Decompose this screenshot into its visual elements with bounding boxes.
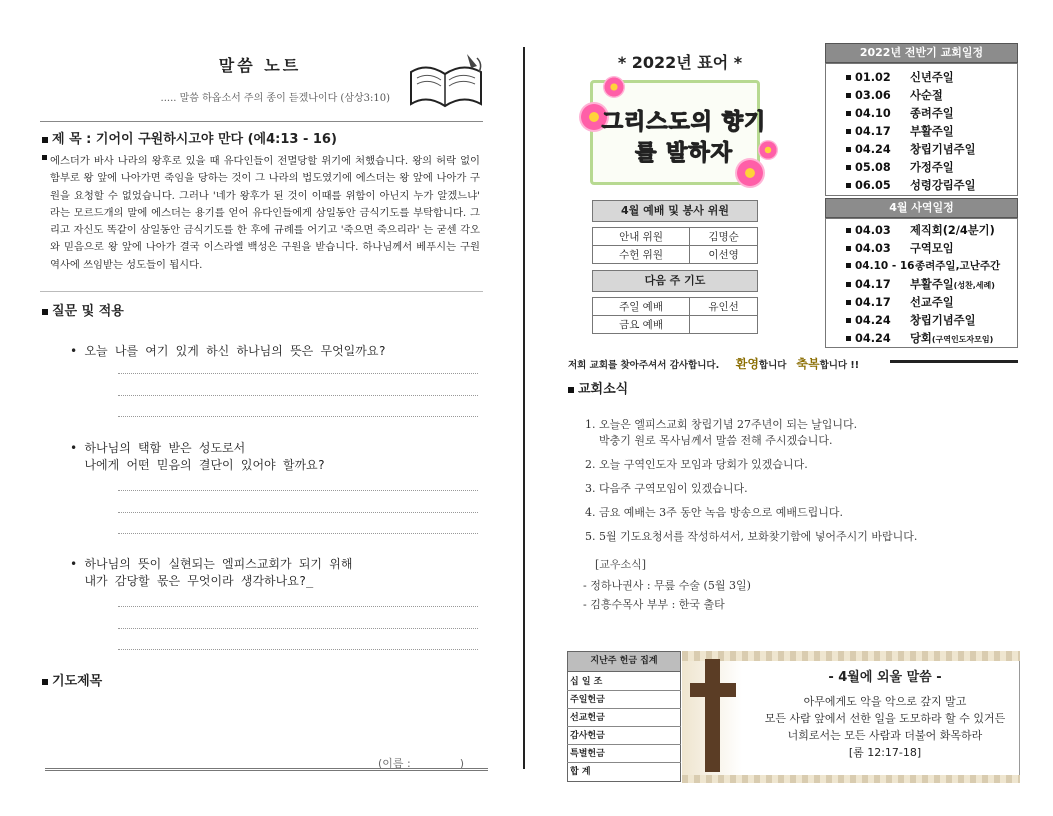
schedule-event: 사순절	[910, 89, 943, 102]
ornament	[682, 651, 1020, 661]
prayer-duty-header: 다음 주 기도	[592, 270, 758, 292]
verse-title: - 4월에 외울 말씀 -	[828, 670, 942, 685]
table-row: 주일헌금	[567, 692, 681, 709]
schedule-event: 종려주일	[910, 107, 954, 120]
sermon-heading-text: 제 목 : 기어이 구원하시고야 만다 (에4:13 - 16)	[52, 132, 337, 147]
verse-line: 모든 사람 앞에서 선한 일을 도모하라 할 수 있거든	[764, 712, 1006, 725]
schedule-date: 04.03	[855, 224, 891, 237]
schedule-date: 04.17	[855, 278, 891, 291]
cross-icon	[705, 659, 720, 772]
list-item	[826, 222, 995, 238]
welcome-message	[568, 355, 1018, 372]
list-item	[585, 481, 1005, 497]
news-text: 오늘 구역인도자 모임과 당회가 있겠습니다.	[599, 458, 808, 471]
list-item	[826, 123, 954, 139]
theme-slogan: 그리스도의 향기를 발하자	[601, 110, 767, 166]
answer-line[interactable]	[118, 395, 478, 396]
list-item	[826, 330, 993, 346]
schedule-event: 가정주일	[910, 161, 954, 174]
verse-reference: [롬 12:17-18]	[848, 746, 922, 759]
answer-line[interactable]	[118, 606, 478, 607]
table-cell: 주일 예배	[593, 298, 690, 316]
answer-line[interactable]	[118, 628, 478, 629]
welcome-text: 합니다 !!	[819, 360, 860, 371]
schedule-event: 부활주일	[910, 278, 954, 291]
news-number: 5.	[585, 530, 596, 543]
schedule-date: 05.08	[855, 161, 891, 174]
service-header: 4월 예배 및 봉사 위원	[592, 200, 758, 222]
list-item	[826, 105, 954, 121]
schedule-date: 01.02	[855, 71, 891, 84]
welcome-text: 합니다	[758, 360, 787, 371]
list-item	[826, 312, 975, 328]
schedule-event: 성령강림주일	[910, 179, 976, 192]
schedule-date: 04.10	[855, 107, 891, 120]
page-divider	[523, 47, 525, 769]
divider	[40, 291, 483, 292]
list-item	[826, 69, 954, 85]
list-item	[826, 141, 975, 157]
news-number: 3.	[585, 482, 596, 495]
april-header: 4월 사역일정	[825, 198, 1018, 218]
table-row: 특별헌금	[567, 746, 681, 763]
list-item	[585, 417, 1005, 449]
schedule-event: 선교주일	[910, 296, 954, 309]
answer-line[interactable]	[118, 416, 478, 417]
news-number: 2.	[585, 458, 596, 471]
table-cell: 금요 예배	[593, 316, 690, 334]
answer-line[interactable]	[118, 373, 478, 374]
table-row: 십 일 조	[567, 674, 681, 691]
news-list	[585, 417, 1005, 553]
news-heading	[568, 378, 628, 397]
schedule-date: 04.17	[855, 125, 891, 138]
news-text: 5월 기도요청서를 작성하셔서, 보화찾기함에 넣어주시기 바랍니다.	[599, 530, 918, 543]
table-row: 선교헌금	[567, 710, 681, 727]
list-item	[585, 505, 1005, 521]
schedule-date: 04.10 - 16	[855, 260, 915, 272]
list-item	[826, 294, 954, 310]
sermon-body: 에스더가 바사 나라의 왕후로 있을 때 유다인들이 전멸당할 위기에 처했습니다. 왕의 허락 없이 함부로 왕 앞에 나아가면 죽임을 당하는 것이 그 나라의 법도였기에 에스더는 왕 앞에 나아가 구원을 요청할 수 없었습니다. 그러나 '네가 왕후가 된 것이 이때를 위함이 아닌지 누가 알겠느냐' 라는 모르드개의 말에 에스더는 용기를 얻어 유다인들에게 삼일동안 금식기도를 부탁합니다. 그리고 자신도 똑같이 삼일동안 금식기도를 한 후에 규례를 어기고 '죽으면 죽으리라' 는 굳센 각오와 믿음으로 왕 앞에 나아가 결국 이스라엘 백성은 구원을 받습니다. 하나님께서 베푸시는 구원 역사에 쓰임받는 성도들이 됩시다.	[50, 155, 480, 271]
schedule-event: 창립기념주일	[910, 143, 976, 156]
schedule-date: 03.06	[855, 89, 891, 102]
table-row	[593, 316, 758, 334]
schedule-event: 부활주일	[910, 125, 954, 138]
cross-icon	[690, 683, 736, 697]
list-item	[826, 258, 1000, 273]
schedule-date: 06.05	[855, 179, 891, 192]
table-row	[593, 228, 758, 246]
flower-icon	[603, 76, 625, 98]
open-book-icon	[405, 52, 487, 114]
news-text: 박충기 원로 목사님께서 말씀 전해 주시겠습니다.	[599, 434, 833, 447]
news-number: 4.	[585, 506, 596, 519]
list-item	[826, 240, 954, 256]
table-cell: 안내 위원	[593, 228, 690, 246]
list-item	[826, 276, 995, 292]
schedule-event: 종려주일,고난주간	[915, 260, 1001, 272]
news-text: 다음주 구역모임이 있겠습니다.	[599, 482, 748, 495]
table-cell	[690, 316, 758, 334]
verse-line: 아무에게도 악을 악으로 갚지 말고	[803, 695, 967, 708]
member-news	[583, 576, 751, 614]
name-field[interactable]: (이름 : )	[378, 757, 464, 770]
list-item: - 김흥수목사 부부 : 한국 출타	[583, 598, 725, 611]
list-item	[826, 87, 943, 103]
divider	[45, 768, 488, 771]
schedule-date: 04.24	[855, 314, 891, 327]
news-number: 1.	[585, 418, 596, 431]
table-cell: 이선영	[690, 246, 758, 264]
table-cell: 김명순	[690, 228, 758, 246]
member-news-title: [교우소식]	[595, 558, 647, 571]
schedule-date: 04.24	[855, 332, 891, 345]
prayer-heading-text: 기도제목	[52, 674, 103, 689]
prayer-heading	[42, 670, 102, 689]
question-3: • 하나님의 뜻이 실현되는 엘피스교회가 되기 위해 내가 감당할 몫은 무엇이라 생각하나요?_	[70, 557, 353, 588]
ornament	[682, 775, 1020, 783]
list-item	[585, 529, 1005, 545]
news-text: 오늘은 엘피스교회 창립기념 27주년이 되는 날입니다.	[599, 418, 858, 431]
schedule-note: (성찬,세례)	[953, 281, 995, 290]
schedule-event: 신년주일	[910, 71, 954, 84]
schedule-event: 창립기념주일	[910, 314, 976, 327]
divider	[890, 360, 1018, 363]
schedule-event: 구역모임	[910, 242, 954, 255]
schedule-event: 당회	[910, 332, 932, 345]
verse-line: 너희로서는 모든 사람과 더불어 화목하라	[787, 729, 983, 742]
table-cell: 수헌 위원	[593, 246, 690, 264]
table-row	[593, 246, 758, 264]
answer-line[interactable]	[118, 533, 478, 534]
theme-title: * 2022년 표어 *	[617, 53, 743, 72]
table-row	[593, 298, 758, 316]
table-row: 합 계	[570, 767, 591, 777]
april-box	[825, 218, 1018, 348]
schedule-box	[825, 63, 1018, 196]
table-row: 감사헌금	[567, 728, 681, 745]
answer-line[interactable]	[118, 512, 478, 513]
qa-heading	[42, 300, 124, 319]
list-item	[826, 177, 975, 193]
news-text: 금요 예배는 3주 동안 녹음 방송으로 예배드립니다.	[599, 506, 843, 519]
schedule-date: 04.24	[855, 143, 891, 156]
question-1: • 오늘 나를 여기 있게 하신 하나님의 뜻은 무엇일까요?	[70, 344, 386, 358]
bullet-icon	[42, 155, 47, 160]
sermon-heading	[42, 128, 337, 147]
divider	[40, 121, 483, 122]
schedule-header: 2022년 전반기 교회일정	[825, 43, 1018, 63]
schedule-note: (구역인도자모임)	[931, 335, 994, 344]
list-item	[585, 457, 1005, 473]
bless-highlight: 축복	[796, 357, 820, 371]
list-item	[826, 159, 954, 175]
page-subtitle: ..... 말씀 하옵소서 주의 종이 듣겠나이다 (삼상3:10)	[160, 93, 390, 104]
news-heading-text: 교회소식	[578, 382, 629, 397]
answer-line[interactable]	[118, 490, 478, 491]
schedule-event: 제직회(2/4분기)	[910, 224, 995, 237]
welcome-text: 저희 교회를 찾아주셔서 감사합니다.	[568, 360, 720, 371]
table-cell: 유인선	[690, 298, 758, 316]
service-table	[592, 227, 758, 264]
question-2: • 하나님의 택함 받은 성도로서 나에게 어떤 믿음의 결단이 있어야 할까요?	[70, 441, 325, 472]
schedule-date: 04.03	[855, 242, 891, 255]
welcome-highlight: 환영	[735, 357, 759, 371]
answer-line[interactable]	[118, 649, 478, 650]
schedule-date: 04.17	[855, 296, 891, 309]
offering-header: 지난주 헌금 집계	[567, 651, 681, 672]
prayer-duty-table	[592, 297, 758, 334]
page-title: 말씀 노트	[218, 56, 302, 75]
qa-heading-text: 질문 및 적용	[52, 304, 124, 319]
list-item: - 정하나권사 : 무릎 수술 (5월 3일)	[583, 579, 751, 592]
